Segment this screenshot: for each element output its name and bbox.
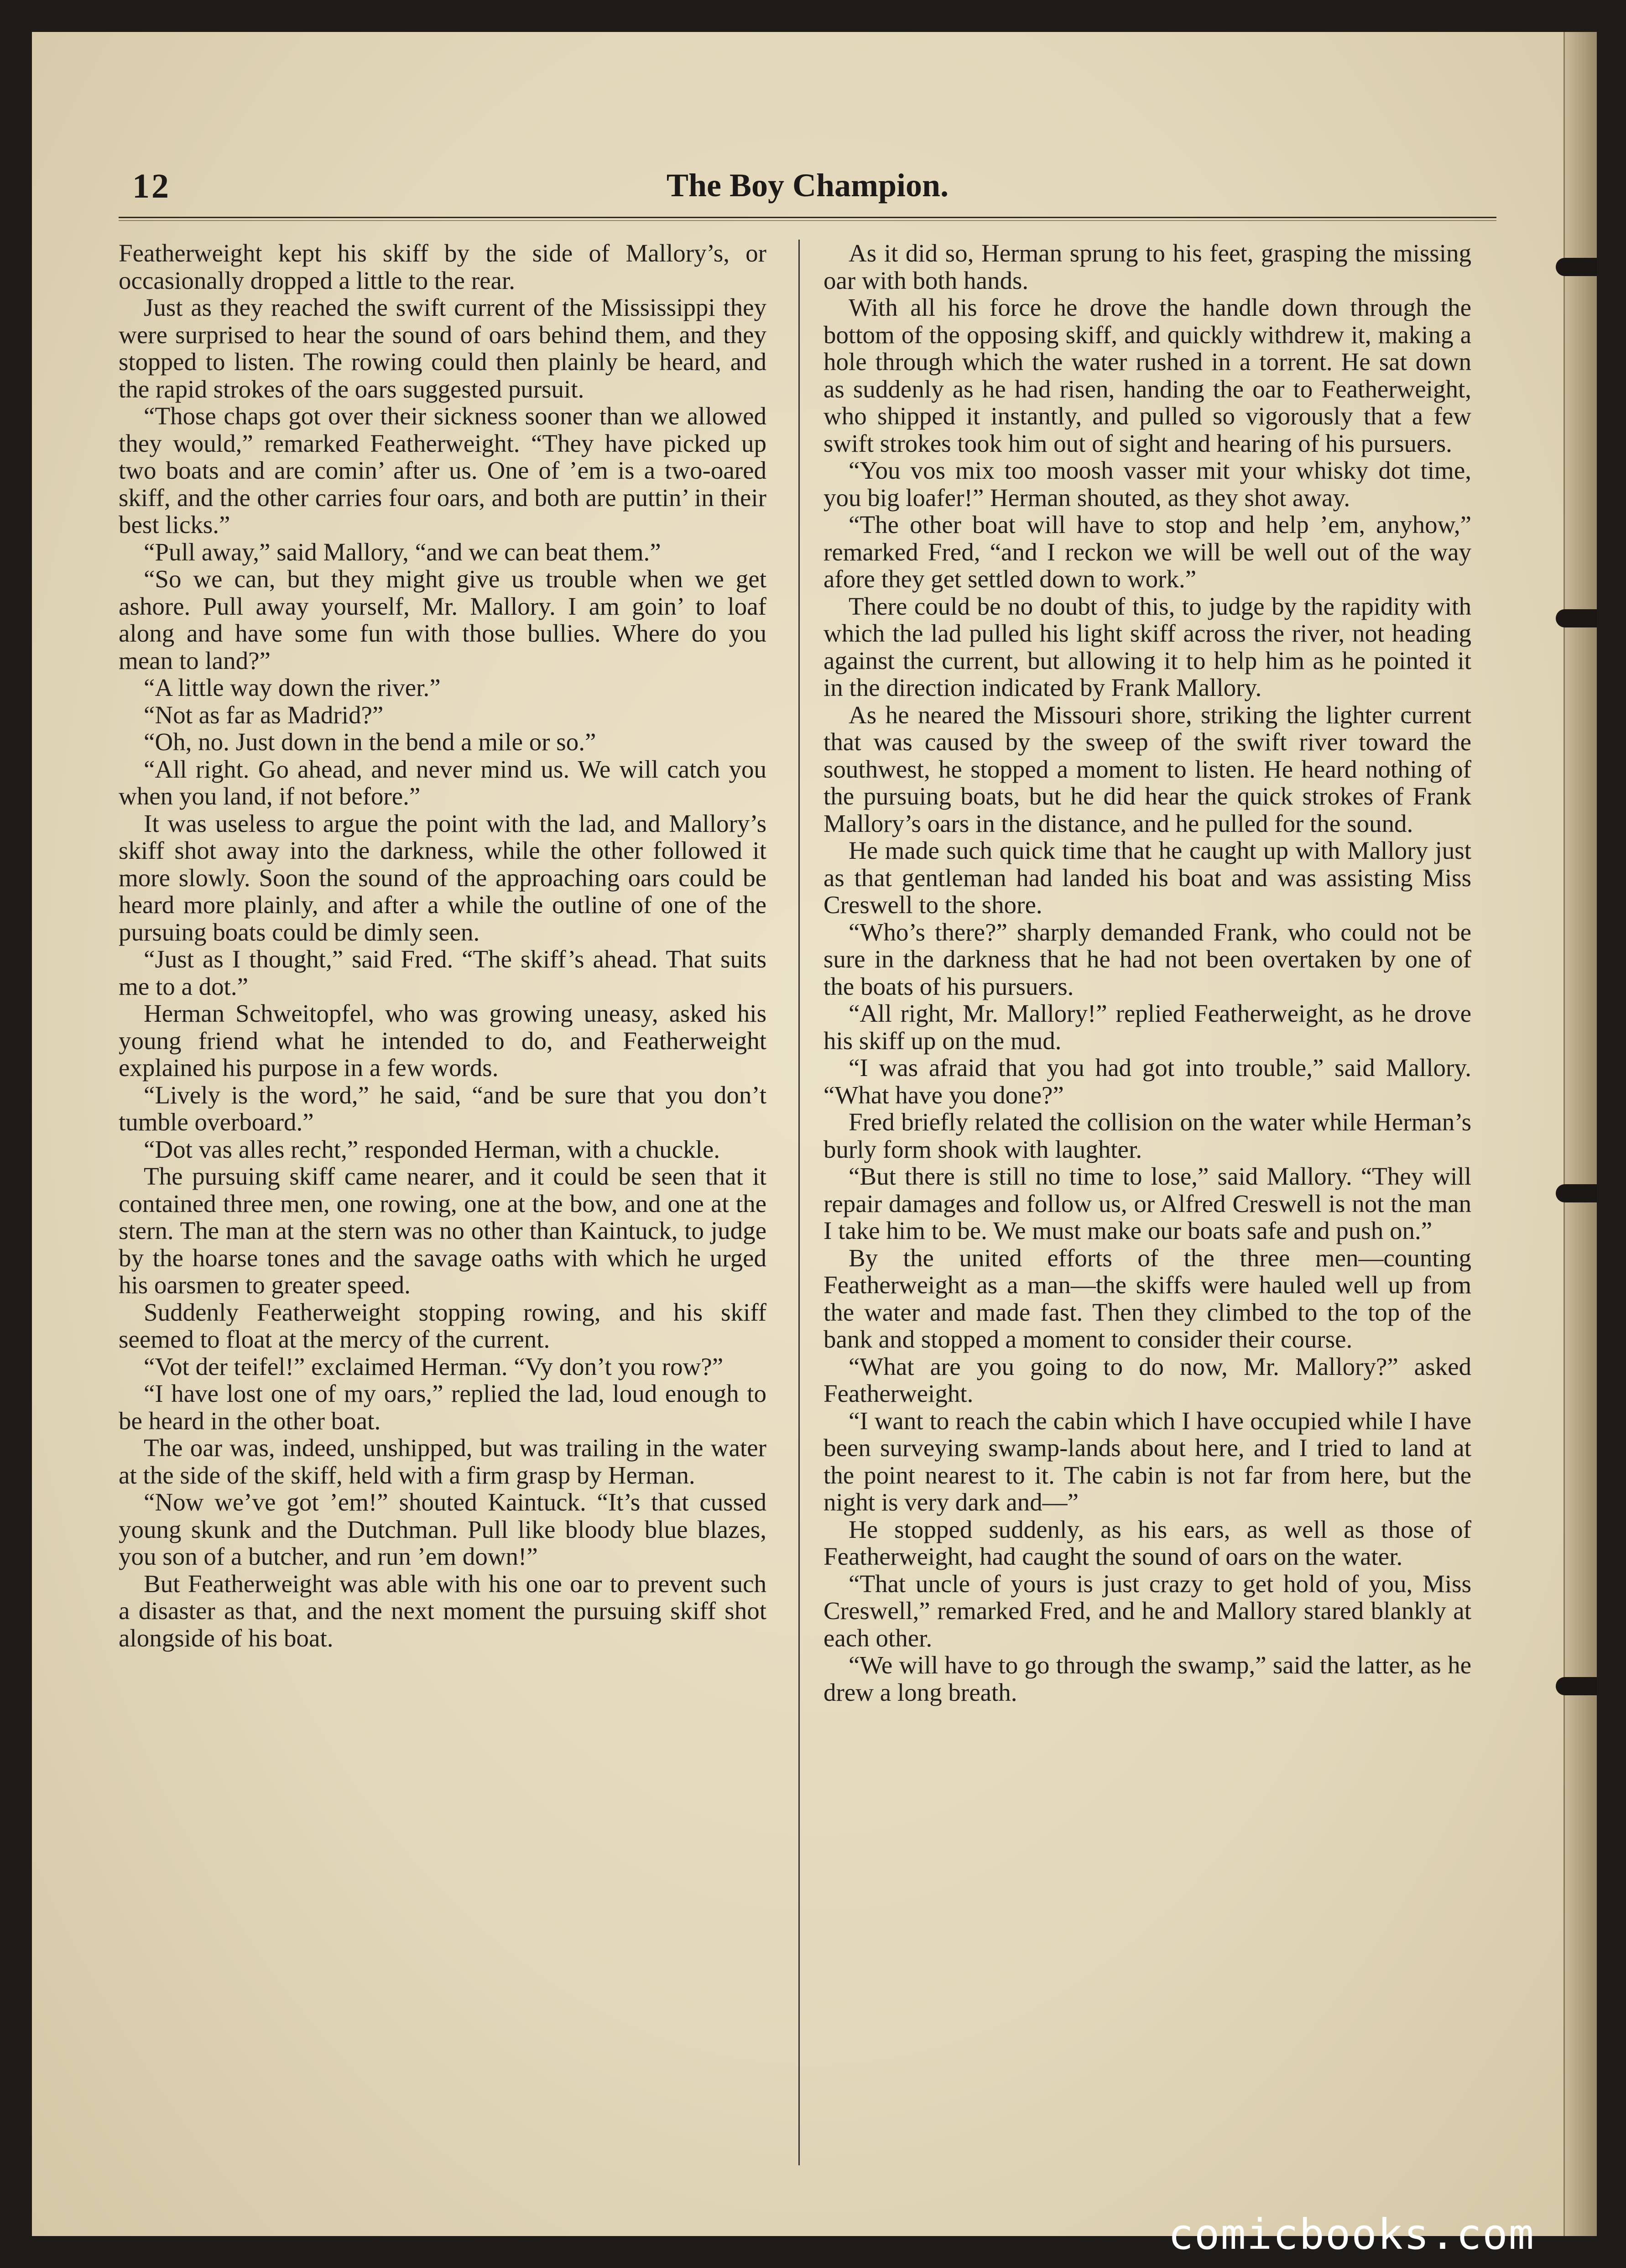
paragraph: “All right. Go ahead, and never mind us. We will catch you when you land, if not before.”: [119, 755, 766, 810]
paragraph: Fred briefly related the collision on the water while Herman’s burly form shook with laughter.: [823, 1108, 1471, 1163]
page-number: 12: [132, 167, 171, 205]
paragraph: “So we can, but they might give us trouble when we get ashore. Pull away yourself, Mr. Mallory. I am goin’ to loaf along and have some fun with those bullies. Where do you mean to land?”: [119, 565, 766, 674]
paragraph: Just as they reached the swift current of the Mississippi they were surprised to hear the sound of oars behind them, and they stopped to listen. The rowing could then plainly be heard, and the rapid strokes of the oars suggested pursuit.: [119, 293, 766, 403]
paragraph: “Not as far as Madrid?”: [144, 700, 384, 729]
paragraph: By the united efforts of the three men—counting Featherweight as a man—the skiffs were hauled well up from the water and made fast. Then they climbed to the top of the bank and stopped a moment to consider their course.: [823, 1244, 1471, 1353]
paragraph: The oar was, indeed, unshipped, but was trailing in the water at the side of the skiff, held with a firm grasp by Herman.: [119, 1434, 766, 1489]
publication-title: The Boy Champion.: [666, 167, 949, 204]
paragraph: As he neared the Missouri shore, striking the lighter current that was caused by the sweep of the swift river toward the southwest, he stopped a moment to listen. He heard nothing of the pursuing boats, but he did hear the quick strokes of Frank Mallory’s oars in the distance, and he pulled for the sound.: [823, 700, 1471, 837]
paragraph: “What are you going to do now, Mr. Mallory?” asked Featherweight.: [823, 1352, 1471, 1407]
paragraph: “Lively is the word,” he said, “and be sure that you don’t tumble overboard.”: [119, 1081, 766, 1136]
header-rule: [119, 217, 1496, 218]
right-column: [823, 240, 1471, 2193]
page-binding: [1563, 32, 1597, 2236]
paragraph: Suddenly Featherweight stopping rowing, and his skiff seemed to float at the mercy of the current.: [119, 1298, 766, 1353]
paragraph: “That uncle of yours is just crazy to get hold of you, Miss Creswell,” remarked Fred, and he and Mallory stared blankly at each other.: [823, 1569, 1471, 1652]
paragraph: There could be no doubt of this, to judge by the rapidity with which the lad pulled his light skiff across the river, not heading against the current, but allowing it to help him as he pointed it in the direction indicated by Frank Mallory.: [823, 592, 1471, 701]
paragraph: “We will have to go through the swamp,” said the latter, as he drew a long breath.: [823, 1651, 1471, 1706]
paragraph: “Now we’ve got ’em!” shouted Kaintuck. “It’s that cussed young skunk and the Dutchman. Pull like bloody blue blazes, you son of a butcher, and run ’em down!”: [119, 1488, 766, 1570]
paragraph: Herman Schweitopfel, who was growing uneasy, asked his young friend what he intended to do, and Featherweight explained his purpose in a few words.: [119, 999, 766, 1082]
paragraph: With all his force he drove the handle down through the bottom of the opposing skiff, and quickly withdrew it, making a hole through which the water rushed in a torrent. He sat down as suddenly as he had risen, handing the oar to Featherweight, who shipped it instantly, and pulled so vigorously that a few swift strokes took him out of sight and hearing of his pursuers.: [823, 293, 1471, 457]
paragraph: “The other boat will have to stop and help ’em, anyhow,” remarked Fred, “and I reckon we will be well out of the way afore they get settled down to work.”: [823, 511, 1471, 593]
paragraph: As it did so, Herman sprung to his feet, grasping the missing oar with both hands.: [823, 239, 1471, 294]
paragraph: He made such quick time that he caught up with Mallory just as that gentleman had landed his boat and was assisting Miss Creswell to the shore.: [823, 836, 1471, 919]
page-header: [119, 167, 1496, 212]
header-rule-thin: [119, 220, 1496, 221]
paragraph: The pursuing skiff came nearer, and it could be seen that it contained three men, one rowing, one at the bow, and one at the stern. The man at the stern was no other than Kaintuck, to judge by the hoarse tones and the savage oaths with which he urged his oarsmen to greater speed.: [119, 1162, 766, 1299]
paragraph: “I have lost one of my oars,” replied the lad, loud enough to be heard in the other boat.: [119, 1380, 766, 1435]
paragraph: “I was afraid that you had got into trouble,” said Mallory. “What have you done?”: [823, 1054, 1471, 1109]
paragraph: It was useless to argue the point with the lad, and Mallory’s skiff shot away into the darkness, while the other followed it more slowly. Soon the sound of the approaching oars could be heard more plainly, and after a while the outline of one of the pursuing boats could be dimly seen.: [119, 809, 766, 946]
binding-hole: [1556, 609, 1597, 627]
binding-hole: [1556, 258, 1597, 276]
paragraph: “Dot vas alles recht,” responded Herman, with a chuckle.: [144, 1135, 720, 1163]
binding-hole: [1556, 1184, 1597, 1202]
paragraph: “Pull away,” said Mallory, “and we can beat them.”: [144, 538, 661, 566]
paragraph: He stopped suddenly, as his ears, as well as those of Featherweight, had caught the sound of oars on the water.: [823, 1515, 1471, 1570]
paragraph: “All right, Mr. Mallory!” replied Featherweight, as he drove his skiff up on the mud.: [823, 999, 1471, 1055]
paragraph: “I want to reach the cabin which I have occupied while I have been surveying swamp-lands about here, and I tried to land at the point nearest to it. The cabin is not far from here, but the night is very dark and—”: [823, 1406, 1471, 1516]
paragraph: “But there is still no time to lose,” said Mallory. “They will repair damages and follow us, or Alfred Creswell is not the man I take him to be. We must make our boats safe and push on.”: [823, 1162, 1471, 1244]
paragraph: Featherweight kept his skiff by the side of Mallory’s, or occasionally dropped a little to the rear.: [119, 239, 766, 294]
paragraph: “You vos mix too moosh vasser mit your whisky dot time, you big loafer!” Herman shouted, as they shot away.: [823, 456, 1471, 512]
paragraph: “A little way down the river.”: [144, 674, 441, 701]
left-column: [119, 240, 766, 2193]
paragraph: “Vot der teifel!” exclaimed Herman. “Vy don’t you row?”: [144, 1352, 724, 1380]
paragraph: But Featherweight was able with his one oar to prevent such a disaster as that, and the next moment the pursuing skiff shot alongside of his boat.: [119, 1569, 766, 1652]
binding-hole: [1556, 1677, 1597, 1695]
paragraph: “Who’s there?” sharply demanded Frank, who could not be sure in the darkness that he had not been overtaken by one of the boats of his pursuers.: [823, 918, 1471, 1000]
magazine-page: [32, 32, 1597, 2236]
paragraph: “Oh, no. Just down in the bend a mile or so.”: [144, 728, 596, 756]
paragraph: “Those chaps got over their sickness sooner than we allowed they would,” remarked Featherweight. “They have picked up two boats and are comin’ after us. One of ’em is a two-oared skiff, and the other carries four oars, and both are puttin’ in their best licks.”: [119, 402, 766, 538]
column-divider: [798, 240, 800, 2165]
paragraph: “Just as I thought,” said Fred. “The skiff’s ahead. That suits me to a dot.”: [119, 945, 766, 1000]
site-watermark: comicbooks.com: [1168, 2210, 1535, 2259]
